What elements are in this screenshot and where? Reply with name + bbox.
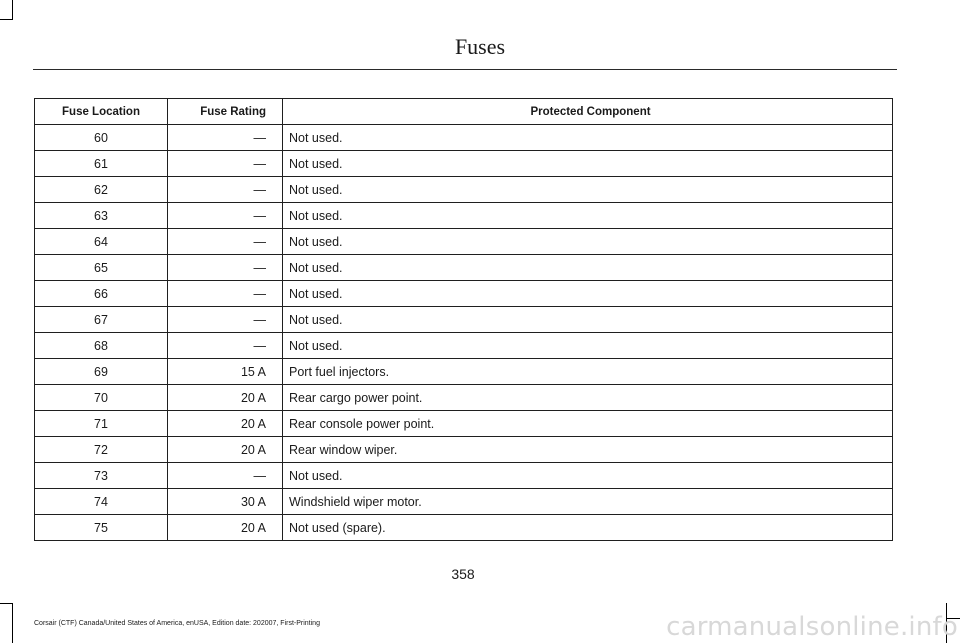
table-row bbox=[35, 463, 893, 489]
protected-component-cell: Not used. bbox=[283, 125, 893, 151]
fuse-location-cell: 62 bbox=[35, 177, 168, 203]
table-row bbox=[35, 359, 893, 385]
table-row bbox=[35, 307, 893, 333]
protected-component-cell: Windshield wiper motor. bbox=[283, 489, 893, 515]
fuse-rating-cell: — bbox=[168, 281, 283, 307]
protected-component-cell: Rear console power point. bbox=[283, 411, 893, 437]
fuse-rating-cell: — bbox=[168, 307, 283, 333]
edition-footer: Corsair (CTF) Canada/United States of America, enUSA, Edition date: 202007, First-Printing bbox=[34, 620, 320, 627]
protected-component-cell: Not used. bbox=[283, 307, 893, 333]
table-row bbox=[35, 411, 893, 437]
table-header-row bbox=[35, 99, 893, 125]
fuse-rating-cell: 20 A bbox=[168, 411, 283, 437]
crop-mark bbox=[0, 19, 13, 20]
fuse-location-cell: 68 bbox=[35, 333, 168, 359]
fuse-rating-cell: — bbox=[168, 203, 283, 229]
table-row bbox=[35, 203, 893, 229]
column-header-protected-component: Protected Component bbox=[283, 99, 893, 125]
table-row bbox=[35, 385, 893, 411]
crop-mark bbox=[12, 0, 13, 20]
fuse-location-cell: 64 bbox=[35, 229, 168, 255]
fuse-rating-cell: — bbox=[168, 229, 283, 255]
fuse-location-cell: 74 bbox=[35, 489, 168, 515]
table-row bbox=[35, 125, 893, 151]
fuse-location-cell: 61 bbox=[35, 151, 168, 177]
table-row bbox=[35, 489, 893, 515]
fuse-rating-cell: 20 A bbox=[168, 437, 283, 463]
page-title: Fuses bbox=[454, 34, 506, 59]
protected-component-cell: Not used (spare). bbox=[283, 515, 893, 541]
protected-component-cell: Not used. bbox=[283, 255, 893, 281]
crop-mark bbox=[12, 603, 13, 643]
fuse-location-cell: 73 bbox=[35, 463, 168, 489]
fuse-rating-cell: — bbox=[168, 177, 283, 203]
fuse-location-cell: 66 bbox=[35, 281, 168, 307]
fuse-rating-cell: 20 A bbox=[168, 515, 283, 541]
table-row bbox=[35, 281, 893, 307]
fuse-rating-cell: — bbox=[168, 255, 283, 281]
fuse-table bbox=[34, 98, 893, 541]
fuse-location-cell: 70 bbox=[35, 385, 168, 411]
watermark: carmanualsonline.info bbox=[666, 612, 958, 642]
table-row bbox=[35, 515, 893, 541]
protected-component-cell: Not used. bbox=[283, 151, 893, 177]
protected-component-cell: Rear cargo power point. bbox=[283, 385, 893, 411]
fuse-rating-cell: — bbox=[168, 333, 283, 359]
table-row bbox=[35, 255, 893, 281]
fuse-location-cell: 75 bbox=[35, 515, 168, 541]
fuse-rating-cell: — bbox=[168, 151, 283, 177]
protected-component-cell: Port fuel injectors. bbox=[283, 359, 893, 385]
fuse-location-cell: 69 bbox=[35, 359, 168, 385]
protected-component-cell: Not used. bbox=[283, 203, 893, 229]
protected-component-cell: Not used. bbox=[283, 177, 893, 203]
column-header-fuse-location: Fuse Location bbox=[35, 99, 168, 125]
fuse-location-cell: 65 bbox=[35, 255, 168, 281]
fuse-location-cell: 72 bbox=[35, 437, 168, 463]
fuse-rating-cell: 30 A bbox=[168, 489, 283, 515]
protected-component-cell: Not used. bbox=[283, 333, 893, 359]
protected-component-cell: Not used. bbox=[283, 281, 893, 307]
protected-component-cell: Not used. bbox=[283, 463, 893, 489]
table-row bbox=[35, 177, 893, 203]
fuse-location-cell: 60 bbox=[35, 125, 168, 151]
fuse-location-cell: 67 bbox=[35, 307, 168, 333]
table-row bbox=[35, 229, 893, 255]
title-divider bbox=[33, 69, 897, 70]
protected-component-cell: Rear window wiper. bbox=[283, 437, 893, 463]
fuse-location-cell: 71 bbox=[35, 411, 168, 437]
column-header-fuse-rating: Fuse Rating bbox=[168, 99, 283, 125]
protected-component-cell: Not used. bbox=[283, 229, 893, 255]
crop-mark bbox=[0, 603, 13, 604]
table-row bbox=[35, 151, 893, 177]
fuse-location-cell: 63 bbox=[35, 203, 168, 229]
fuse-rating-cell: — bbox=[168, 125, 283, 151]
page-number: 358 bbox=[451, 566, 475, 582]
table-row bbox=[35, 333, 893, 359]
fuse-table-body bbox=[35, 125, 893, 541]
fuse-rating-cell: — bbox=[168, 463, 283, 489]
table-row bbox=[35, 437, 893, 463]
fuse-rating-cell: 20 A bbox=[168, 385, 283, 411]
fuse-rating-cell: 15 A bbox=[168, 359, 283, 385]
